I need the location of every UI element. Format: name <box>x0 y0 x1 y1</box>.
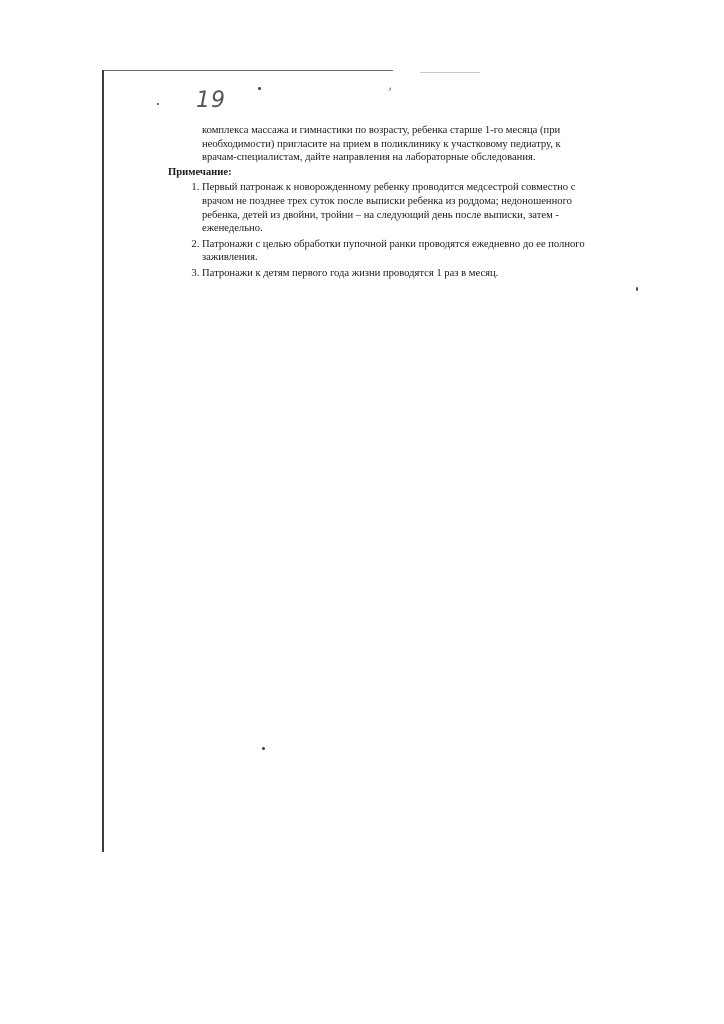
document-text <box>168 124 588 283</box>
note-heading: Примечание: <box>168 166 232 178</box>
note-item: 1. Первый патронаж к новорожденному ребенку проводится медсестрой совместно с врачом не позднее трех суток после выписки ребенка из роддома; недоношенного ребенка, детей из двойни, тройни – на следующий день после выписки, затем - еженедельно. <box>202 181 588 235</box>
scan-speck <box>258 87 261 90</box>
ink-mark: ۥ <box>388 82 392 98</box>
note-item: 2. Патронажи с целью обработки пупочной ранки проводятся ежедневно до ее полного заживления. <box>202 238 588 265</box>
scan-border-left <box>102 70 104 852</box>
note-item: 3. Патронажи к детям первого года жизни проводятся 1 раз в месяц. <box>202 267 588 281</box>
handwritten-page-number: 19 <box>196 88 226 113</box>
scan-speck <box>157 103 159 105</box>
scan-speck <box>636 287 638 291</box>
scan-speck <box>262 747 265 750</box>
scan-border-top-fragment <box>420 72 480 73</box>
scan-border-top <box>103 70 393 71</box>
notes-list <box>168 181 588 280</box>
intro-paragraph: комплекса массажа и гимнастики по возрасту, ребенка старше 1-го месяца (при необходимости) пригласите на прием в поликлинику к участковому педиатру, к врачам-специалистам, дайте направления на лабораторные обследования. <box>202 125 561 164</box>
